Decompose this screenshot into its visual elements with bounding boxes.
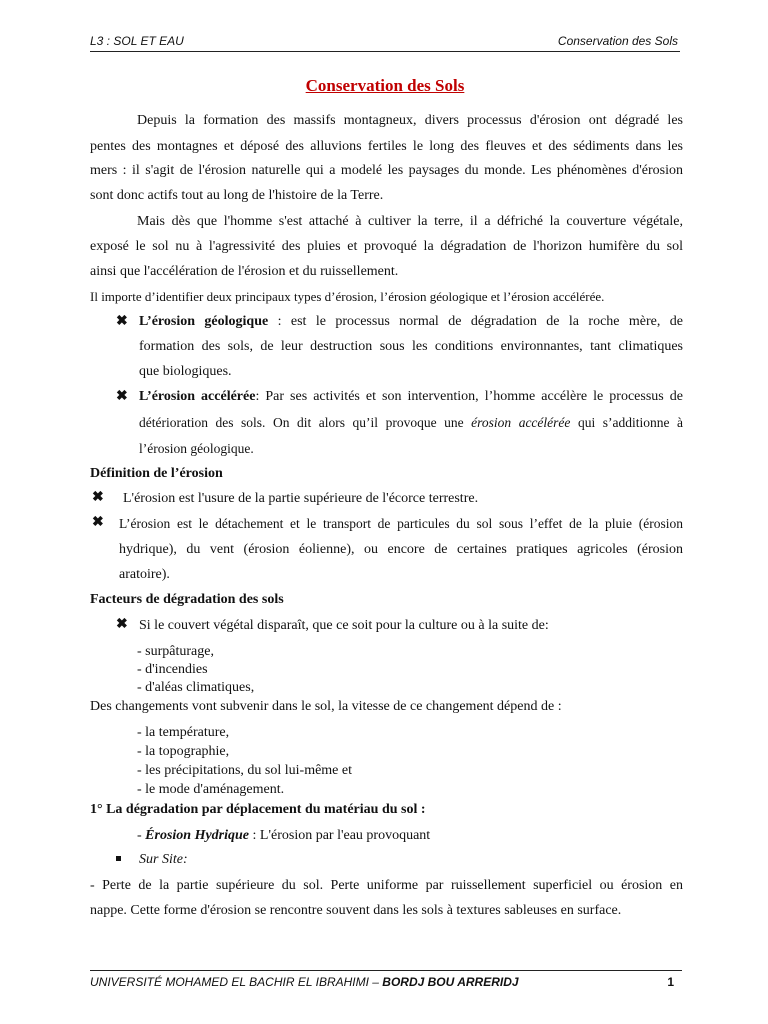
degradation-paragraph-line1: - Perte de la partie supérieure du sol. Perte uniforme par ruissellement superficiel ou érosion en <box>90 878 683 893</box>
page-header <box>90 33 680 52</box>
facteurs-list1-item: - d'aléas climatiques, <box>137 680 255 695</box>
type-geologique-line2: formation des sols, de leur destruction sous les conditions environnantes, tant climatiques <box>139 339 683 354</box>
facteurs-list2-item: - les précipitations, du sol lui-même et <box>137 763 353 778</box>
type-acceleree-line1: L’érosion accélérée: Par ses activités et son intervention, l’homme accélère le processus de <box>139 389 683 404</box>
cross-bullet-icon: ✖ <box>116 389 128 404</box>
intro-p3: Il importe d’identifier deux principaux types d’érosion, l’érosion géologique et l’érosion accélérée. <box>90 289 605 304</box>
facteurs-list2-item: - la température, <box>137 725 230 740</box>
type-acceleree-line3: l’érosion géologique. <box>139 441 254 456</box>
erosion-hydrique-line: - Érosion Hydrique : L'érosion par l'eau provoquant <box>137 828 431 843</box>
definition-item1: L'érosion est l'usure de la partie supérieure de l'écorce terrestre. <box>123 491 479 506</box>
cross-bullet-icon: ✖ <box>116 314 128 329</box>
erosion-hydrique-term: Érosion Hydrique <box>145 828 250 843</box>
square-bullet-icon <box>116 856 121 861</box>
sur-site-label: Sur Site: <box>139 852 188 867</box>
facteurs-sentence: Des changements vont subvenir dans le sol, la vitesse de ce changement dépend de : <box>90 699 562 714</box>
intro-p1-line3: mers : il s'agit de l'érosion naturelle qui a modelé les paysages du monde. Les phénomènes d'érosion <box>90 163 683 178</box>
type-acceleree-term: L’érosion accélérée <box>139 389 256 404</box>
intro-p1-line2: pentes des montagnes et déposé des alluvions fertiles le long des fleuves et des sédiments dans les <box>90 139 683 154</box>
facteurs-heading: Facteurs de dégradation des sols <box>90 592 284 607</box>
definition-item2-line3: aratoire). <box>119 567 170 582</box>
header-topic: Conservation des Sols <box>557 34 678 48</box>
type-geologique-line1: L’érosion géologique : est le processus normal de dégradation de la roche mère, de <box>139 314 683 329</box>
document-title: Conservation des Sols <box>305 76 465 95</box>
footer-university: UNIVERSITÉ MOHAMED EL BACHIR EL IBRAHIMI – BORDJ BOU ARRERIDJ <box>90 975 519 989</box>
degradation-heading: 1° La dégradation par déplacement du matériau du sol : <box>90 802 426 817</box>
facteurs-list1-item: - surpâturage, <box>137 644 214 659</box>
intro-p1-line1: Depuis la formation des massifs montagneux, divers processus d'érosion ont dégradé les <box>137 113 683 128</box>
definition-heading: Définition de l’érosion <box>90 466 223 481</box>
intro-p2-line2: exposé le sol nu à l'agressivité des pluies et provoqué la dégradation de l'horizon humifère du sol <box>90 239 683 254</box>
header-course: L3 : SOL ET EAU <box>90 34 184 48</box>
facteurs-list2-item: - le mode d'aménagement. <box>137 782 285 797</box>
type-acceleree-line2: détérioration des sols. On dit alors qu’il provoque une érosion accélérée qui s’additionne à <box>139 415 683 430</box>
cross-bullet-icon: ✖ <box>116 617 128 632</box>
facteurs-item1: Si le couvert végétal disparaît, que ce soit pour la culture ou à la suite de: <box>139 618 549 633</box>
page-footer <box>90 970 682 991</box>
intro-p1-line4: sont donc actifs tout au long de l'histoire de la Terre. <box>90 188 384 203</box>
intro-p2-line3: ainsi que l'accélération de l'érosion et du ruissellement. <box>90 264 399 279</box>
definition-item2-line2: hydrique), du vent (érosion éolienne), ou encore de certaines pratiques agricoles (érosion <box>119 542 683 557</box>
degradation-paragraph-line2: nappe. Cette forme d'érosion se rencontre souvent dans les sols à textures sableuses en surface. <box>90 903 622 918</box>
cross-bullet-icon: ✖ <box>92 490 104 505</box>
page-number: 1 <box>667 975 674 989</box>
facteurs-list1-item: - d'incendies <box>137 662 208 677</box>
cross-bullet-icon: ✖ <box>92 515 104 530</box>
definition-item2-line1: L’érosion est le détachement et le transport de particules du sol sous l’effet de la pluie (érosion <box>119 516 683 531</box>
intro-p2-line1: Mais dès que l'homme s'est attaché à cultiver la terre, il a défriché la couverture végétale, <box>137 214 683 229</box>
facteurs-list2-item: - la topographie, <box>137 744 230 759</box>
type-geologique-line3: que biologiques. <box>139 364 232 379</box>
type-geologique-term: L’érosion géologique <box>139 314 269 329</box>
